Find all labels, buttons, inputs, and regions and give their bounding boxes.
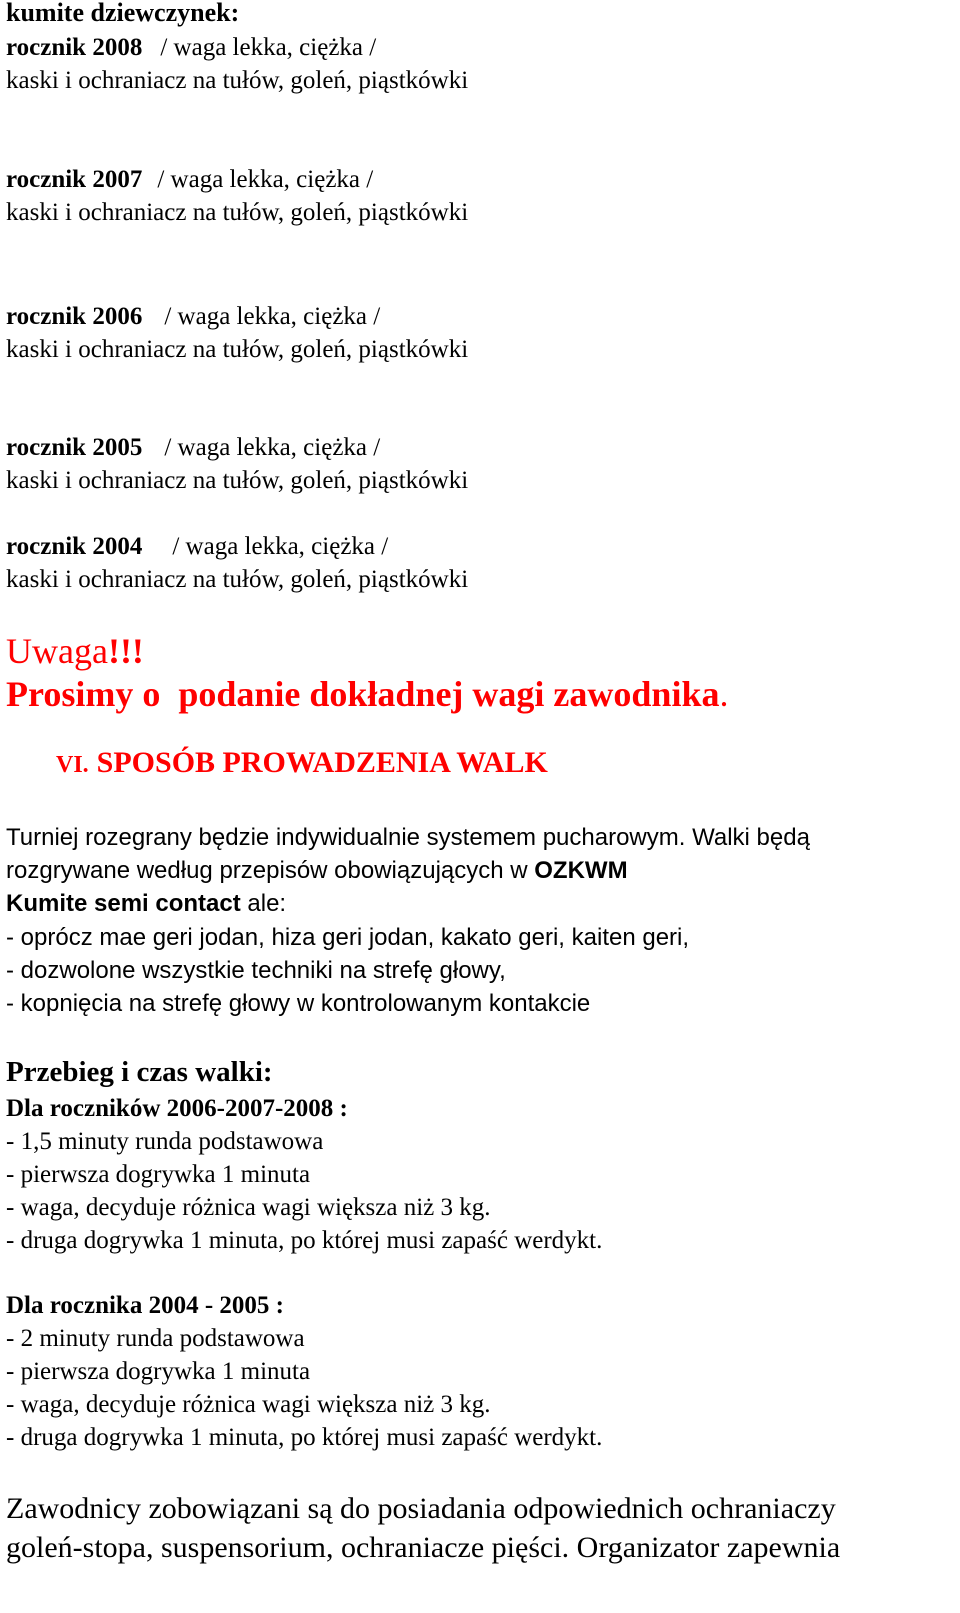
gear-line: kaski i ochraniacz na tułów, goleń, piąstkówki <box>6 336 469 363</box>
year-label: rocznik 2008 <box>6 34 143 61</box>
notice-request <box>6 676 728 712</box>
gear-line: kaski i ochraniacz na tułów, goleń, piąstkówki <box>6 566 469 593</box>
year-label: rocznik 2006 <box>6 303 143 330</box>
year-group-line <box>6 167 373 192</box>
section-title: kumite dziewczynek: <box>6 0 240 27</box>
uwaga-word: Uwaga <box>6 631 108 671</box>
group-item: - druga dogrywka 1 minuta, po której musi zapaść werdykt. <box>6 1227 603 1254</box>
year-group-line <box>6 435 380 460</box>
rules-text: ale: <box>240 890 287 917</box>
weight-label: / waga lekka, ciężka / <box>157 166 374 193</box>
org-name: OZKWM <box>534 857 628 884</box>
group-item: - pierwsza dogrywka 1 minuta <box>6 1358 311 1385</box>
weight-label: / waga lekka, ciężka / <box>164 303 381 330</box>
year-label: rocznik 2004 <box>6 533 143 560</box>
weight-label: / waga lekka, ciężka / <box>160 34 377 61</box>
section-number: VI. <box>56 752 89 778</box>
section-title: SPOSÓB PROWADZENIA WALK <box>96 746 548 779</box>
group-item: - waga, decyduje różnica wagi większa niż 3 kg. <box>6 1194 491 1221</box>
weight-label: / waga lekka, ciężka / <box>164 434 381 461</box>
weight-label: / waga lekka, ciężka / <box>172 533 389 560</box>
gear-line: kaski i ochraniacz na tułów, goleń, piąstkówki <box>6 199 469 226</box>
request-dot: . <box>719 674 729 714</box>
group-item: - druga dogrywka 1 minuta, po której musi zapaść werdykt. <box>6 1424 603 1451</box>
notice-uwaga <box>6 633 144 669</box>
group-item: - 2 minuty runda podstawowa <box>6 1325 305 1352</box>
footer-line: goleń-stopa, suspensorium, ochraniacze pięści. Organizator zapewnia <box>6 1531 841 1564</box>
rules-line <box>6 859 628 883</box>
year-label: rocznik 2007 <box>6 166 143 193</box>
uwaga-marks: !!! <box>107 631 144 671</box>
group-item: - waga, decyduje różnica wagi większa niż 3 kg. <box>6 1391 491 1418</box>
rules-text: rozgrywane według przepisów obowiązujących w <box>6 857 535 884</box>
year-group-line <box>6 35 376 60</box>
rules-line <box>6 892 286 916</box>
rules-line: Turniej rozegrany będzie indywidualnie systemem pucharowym. Walki będą <box>6 824 810 851</box>
year-group-line <box>6 304 380 329</box>
rules-item: - kopnięcia na strefę głowy w kontrolowanym kontakcie <box>6 990 591 1017</box>
section-vi-heading <box>56 748 548 778</box>
footer-line: Zawodnicy zobowiązani są do posiadania odpowiednich ochraniaczy <box>6 1492 836 1525</box>
request-text: Prosimy o podanie dokładnej wagi zawodnika <box>6 674 720 714</box>
rules-item: - oprócz mae geri jodan, hiza geri jodan, kakato geri, kaiten geri, <box>6 924 690 951</box>
year-group-line <box>6 534 388 559</box>
group-item: - pierwsza dogrywka 1 minuta <box>6 1161 311 1188</box>
kumite-type: Kumite semi contact <box>6 890 241 917</box>
group-title: Dla rocznika 2004 - 2005 : <box>6 1292 284 1319</box>
fight-time-title: Przebieg i czas walki: <box>6 1056 273 1088</box>
gear-line: kaski i ochraniacz na tułów, goleń, piąstkówki <box>6 467 469 494</box>
rules-item: - dozwolone wszystkie techniki na strefę głowy, <box>6 957 506 984</box>
group-title: Dla roczników 2006-2007-2008 : <box>6 1095 348 1122</box>
year-label: rocznik 2005 <box>6 434 143 461</box>
gear-line: kaski i ochraniacz na tułów, goleń, piąstkówki <box>6 67 469 94</box>
group-item: - 1,5 minuty runda podstawowa <box>6 1128 324 1155</box>
